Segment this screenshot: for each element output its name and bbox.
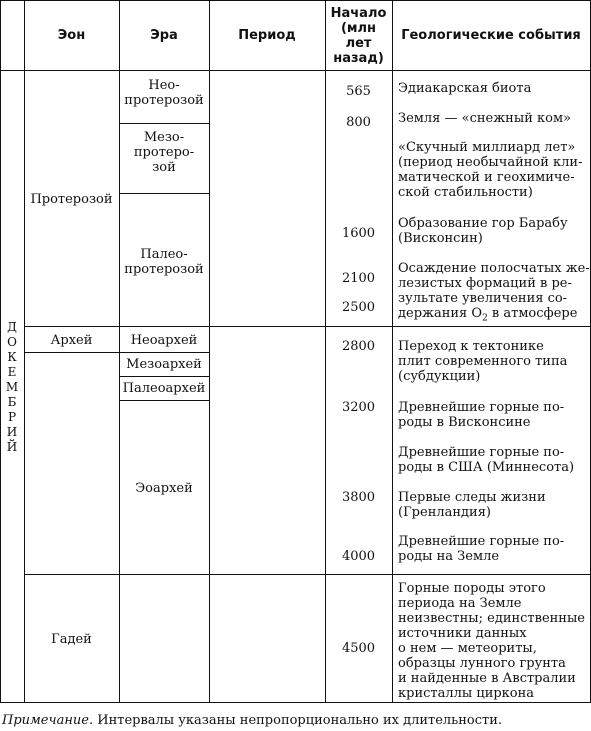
event-text: Образование гор Барабу (Висконсин) xyxy=(398,216,568,246)
start-value: 4500 xyxy=(341,641,376,656)
event-text: Переход к тектонике плит современного типа (субдукции) xyxy=(398,339,568,384)
event-text: Древнейшие горные по- роды в США (Миннесота) xyxy=(398,445,575,475)
start-value: 3200 xyxy=(341,400,376,415)
table-border-bottom xyxy=(0,702,591,703)
note-text: . Интервалы указаны непропорционально их длительности. xyxy=(88,713,503,728)
eon-hadean: Гадей xyxy=(51,632,92,647)
start-value: 2100 xyxy=(341,271,376,286)
header-events: Геологические события xyxy=(401,28,581,43)
event-text: Земля — «снежный ком» xyxy=(398,111,572,126)
table-border-left xyxy=(0,0,1,703)
era-separator-4 xyxy=(119,376,209,377)
col-divider-3 xyxy=(209,0,210,703)
start-value: 3800 xyxy=(341,490,376,505)
event-text: Древнейшие горные по- роды в Висконсине xyxy=(398,400,565,430)
supereon-label: Д О К Е М Б Р И Й xyxy=(5,320,19,454)
era-separator-2 xyxy=(119,193,209,194)
eon-proterozoic: Протерозой xyxy=(30,192,113,207)
event-text: Первые следы жизни (Гренландия) xyxy=(398,490,546,520)
era-separator-5 xyxy=(119,400,209,401)
eon-archean: Архей xyxy=(50,333,93,348)
event-text: Осаждение полосчатых же- лезистых формаций в ре- зультате увеличения со- держания $O_2$ в атмосфере xyxy=(398,261,590,324)
col-divider-5 xyxy=(392,0,393,703)
header-eon: Эон xyxy=(57,28,86,43)
era-separator-3 xyxy=(119,352,209,353)
event-text: Горные породы этого периода на Земле неизвестны; единственные источники данных о нем — метеориты, образцы лунного грунта и найденные в Австралии кристаллы циркона xyxy=(398,581,586,701)
event-text: Эдиакарская биота xyxy=(398,81,532,96)
start-value: 2500 xyxy=(341,300,376,315)
header-era: Эра xyxy=(150,28,178,43)
era-neoarchean: Неоархей xyxy=(130,333,198,348)
table-note xyxy=(2,713,502,728)
era-separator-1 xyxy=(119,123,209,124)
era-paleoarchean: Палеоархей xyxy=(122,381,206,396)
header-start: Начало (млн лет назад) xyxy=(330,6,387,66)
start-value: 2800 xyxy=(341,339,376,354)
start-value: 4000 xyxy=(341,549,376,564)
event-text: «Скучный миллиард лет» (период необычайной кли- матической и геохимиче- ской стабильности) xyxy=(398,140,583,200)
era-eoarchean: Эоархей xyxy=(135,481,193,496)
table-border-top xyxy=(0,0,591,1)
header-period: Период xyxy=(238,28,296,43)
eon-separator-hadean xyxy=(24,574,591,575)
eon-archean-bottom xyxy=(24,352,119,353)
era-mesoproterozoic: Мезо- протеро- зой xyxy=(133,130,195,175)
event-text: Древнейшие горные по- роды на Земле xyxy=(398,534,565,564)
note-label: Примечание xyxy=(2,713,89,728)
era-neoproterozoic: Нео- протерозой xyxy=(124,78,204,108)
era-paleoproterozoic: Палео- протерозой xyxy=(124,247,204,277)
header-divider xyxy=(0,70,591,71)
start-value: 1600 xyxy=(341,226,376,241)
start-value: 800 xyxy=(346,115,371,130)
start-value: 565 xyxy=(346,84,371,99)
era-mesoarchean: Мезоархей xyxy=(126,357,202,372)
